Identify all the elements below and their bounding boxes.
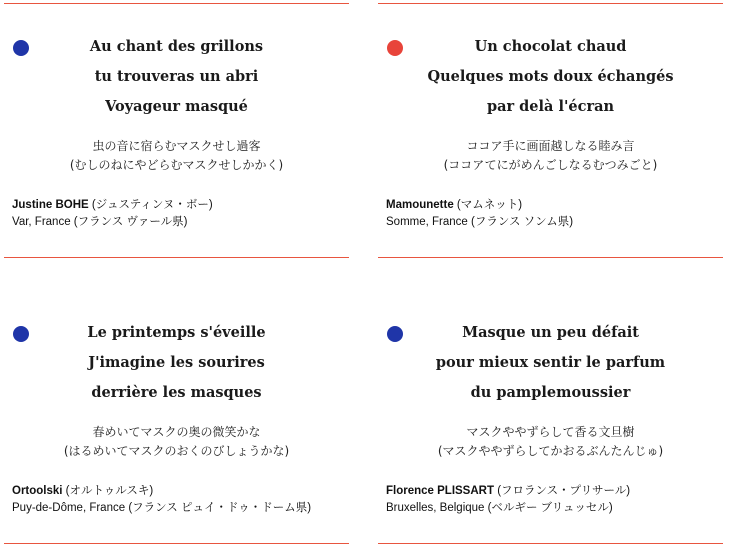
haiku-line-1: Au chant des grillons [89,38,264,55]
author-kana: (フロランス・プリサール) [494,485,631,497]
author-name: Ortoolski [12,485,63,497]
haiku-line-2: pour mieux sentir le parfum [435,354,666,371]
divider-top [378,3,723,4]
author [386,482,630,498]
haiku-card [4,286,349,547]
haiku-card [378,0,723,262]
haiku-japanese: ココア手に画面越しなる睦み言 [466,139,635,153]
haiku-line-3: par delà l'écran [486,98,615,115]
author-location: Puy-de-Dôme, France (フランス ピュイ・ドゥ・ドーム県) [12,502,312,514]
haiku-reading: (はるめいてマスクのおくのびしょうかな) [63,444,290,458]
divider-bottom [4,257,349,258]
haiku-reading: (マスクややずらしてかおるぶんたんじゅ) [437,444,664,458]
author-name: Justine BOHE [12,199,89,211]
haiku-card [4,0,349,262]
author-name: Mamounette [386,199,454,211]
divider-bottom [378,543,723,544]
author-location: Somme, France (フランス ソンム県) [386,216,574,228]
haiku-line-2: tu trouveras un abri [94,68,259,85]
author [386,196,522,212]
haiku-line-1: Masque un peu défait [462,324,639,341]
haiku-line-3: Voyageur masqué [105,98,248,115]
divider-bottom [4,543,349,544]
author-kana: (マムネット) [453,199,523,211]
haiku-card [378,286,723,547]
author [12,482,153,498]
haiku-line-2: J'imagine les sourires [88,354,265,371]
author-name: Florence PLISSART [386,485,494,497]
divider-bottom [378,257,723,258]
haiku-line-1: Le printemps s'éveille [87,324,266,341]
author-location: Var, France (フランス ヴァール県) [12,216,188,228]
haiku-line-1: Un chocolat chaud [474,38,627,55]
divider-top [4,3,349,4]
haiku-line-3: derrière les masques [91,384,262,401]
haiku-japanese: 虫の音に宿らむマスクせし過客 [92,139,261,153]
haiku-line-3: du pamplemoussier [470,384,631,401]
author-location: Bruxelles, Belgique (ベルギー ブリュッセル) [386,502,613,514]
haiku-reading: (ココアてにがめんごしなるむつみごと) [443,158,658,172]
haiku-reading: (むしのねにやどらむマスクせしかかく) [69,158,284,172]
author [12,196,213,212]
author-kana: (ジュスティンヌ・ボー) [88,199,213,211]
haiku-japanese: マスクややずらして香る文旦樹 [466,425,635,439]
haiku-japanese: 春めいてマスクの奥の微笑かな [92,425,261,439]
author-kana: (オルトゥルスキ) [62,485,154,497]
haiku-line-2: Quelques mots doux échangés [427,68,674,85]
